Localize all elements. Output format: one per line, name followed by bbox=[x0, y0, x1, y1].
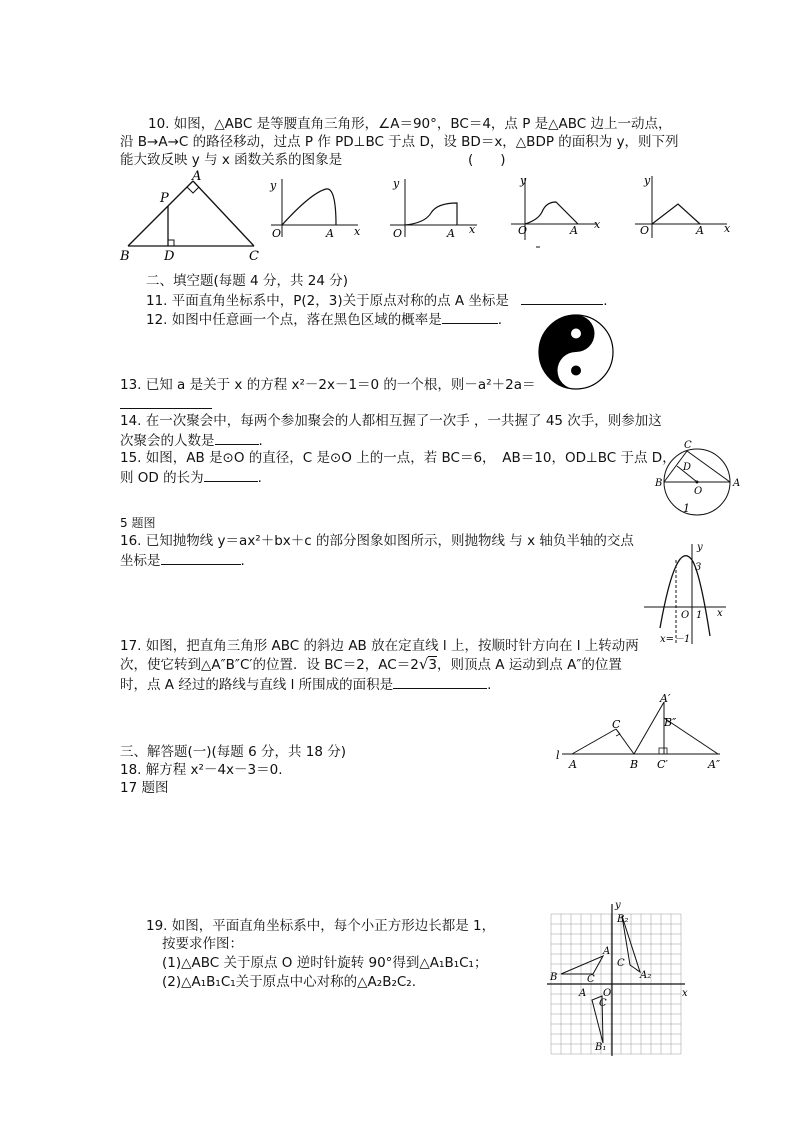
q17-line1: 17. 如图，把直角三角形 ABC 的斜边 AB 放在定直线 l 上，按顺时针方向在 l 上转动两 bbox=[120, 638, 639, 654]
section2-title: 二、填空题(每题 4 分，共 24 分) bbox=[146, 273, 348, 289]
svg-text:x: x bbox=[469, 223, 476, 236]
svg-text:x: x bbox=[717, 608, 723, 619]
q17-rotation-figure bbox=[552, 688, 752, 774]
svg-text:O: O bbox=[694, 486, 703, 497]
q15-line1: 15. 如图，AB 是⊙O 的直径，C 是⊙O 上的一点，若 BC＝6， AB＝10，OD⊥BC 于点 D， bbox=[120, 450, 676, 466]
q10-line2: 沿 B→A→C 的路径移动，过点 P 作 PD⊥BC 于点 D，设 BD＝x，△BDP 的面积为 y，则下列 bbox=[120, 134, 679, 150]
svg-text:C: C bbox=[599, 998, 607, 1009]
q10-triangle-figure bbox=[118, 168, 268, 263]
svg-text:y: y bbox=[520, 174, 527, 187]
svg-text:C: C bbox=[684, 440, 692, 451]
svg-text:x=－1: x=－1 bbox=[660, 634, 691, 645]
svg-text:A: A bbox=[696, 224, 704, 237]
q15-answer-blank[interactable] bbox=[204, 467, 258, 482]
svg-text:x: x bbox=[594, 218, 601, 231]
svg-text:O: O bbox=[393, 227, 403, 240]
svg-text:B: B bbox=[630, 758, 639, 771]
q19-line4: (2)△A₁B₁C₁关于原点中心对称的△A₂B₂C₂. bbox=[162, 974, 416, 990]
svg-text:l: l bbox=[556, 749, 560, 762]
label-P: P bbox=[160, 191, 169, 206]
svg-text:O: O bbox=[518, 224, 528, 237]
q12-text: 12. 如图中任意画一个点，落在黑色区域的概率是 . bbox=[146, 309, 502, 329]
svg-text:y: y bbox=[697, 542, 703, 553]
svg-text:A: A bbox=[603, 946, 611, 957]
svg-text:3: 3 bbox=[695, 562, 702, 573]
svg-text:A: A bbox=[569, 758, 577, 771]
svg-text:C′: C′ bbox=[657, 758, 668, 771]
q11-text: 11. 平面直角坐标系中，P(2，3)关于原点对称的点 A 坐标是 . bbox=[146, 290, 608, 310]
q17-answer-blank[interactable] bbox=[393, 674, 487, 689]
q19-line1: 19. 如图，平面直角坐标系中，每个小正方形边长都是 1， bbox=[146, 918, 496, 934]
svg-text:y: y bbox=[615, 900, 621, 911]
q15-circle-figure bbox=[652, 436, 744, 520]
svg-text:A: A bbox=[579, 988, 587, 999]
svg-text:C: C bbox=[617, 958, 625, 969]
q13-answer-line bbox=[120, 394, 212, 414]
label-B: B bbox=[120, 249, 130, 263]
q13-answer-blank[interactable] bbox=[120, 394, 212, 409]
q10-graph-d bbox=[632, 172, 732, 247]
svg-text:A: A bbox=[447, 227, 455, 240]
q14-line2: 次聚会的人数是 . bbox=[120, 430, 263, 450]
svg-text:B₂: B₂ bbox=[617, 914, 629, 925]
q17-figure-caption: 17 题图 bbox=[120, 780, 169, 796]
svg-text:O: O bbox=[603, 988, 612, 999]
svg-text:A″: A″ bbox=[708, 758, 721, 771]
svg-text:C: C bbox=[587, 974, 595, 985]
q17-line3: 时，点 A 经过的路线与直线 l 所围成的面积是 . bbox=[120, 674, 491, 694]
svg-text:x: x bbox=[354, 225, 361, 238]
svg-text:B₁: B₁ bbox=[595, 1042, 607, 1053]
svg-text:x: x bbox=[724, 222, 731, 235]
svg-text:A: A bbox=[326, 227, 334, 240]
q11-answer-blank[interactable] bbox=[521, 290, 603, 305]
q15-caption: 5 题图 bbox=[120, 516, 156, 530]
svg-text:B: B bbox=[550, 972, 558, 983]
svg-text:D: D bbox=[683, 462, 692, 473]
q16-line2: 坐标是 . bbox=[120, 550, 245, 570]
svg-text:O: O bbox=[272, 227, 282, 240]
q15-line2: 则 OD 的长为 . bbox=[120, 467, 262, 487]
q17-line2: 次，使它转到△A″B″C′的位置．设 BC＝2，AC＝2√3，则顶点 A 运动到点 A″的位置 bbox=[120, 655, 622, 673]
svg-text:A′: A′ bbox=[660, 692, 671, 705]
q14-line1: 14. 在一次聚会中，每两个参加聚会的人都相互握了一次手 ，一共握了 45 次手，则参加这 bbox=[120, 413, 662, 429]
q13-text: 13. 已知 a 是关于 x 的方程 x²－2x－1＝0 的一个根，则－a²＋2a＝ bbox=[120, 377, 536, 393]
q10-graph-b bbox=[385, 175, 485, 245]
q16-answer-blank[interactable] bbox=[161, 550, 241, 565]
svg-text:y: y bbox=[644, 174, 651, 187]
svg-text:B″: B″ bbox=[664, 716, 677, 729]
q10-line3: 能大致反映 y 与 x 函数关系的图象是 bbox=[120, 152, 343, 168]
q10-answer-paren: ( ) bbox=[468, 152, 506, 168]
svg-text:A₂: A₂ bbox=[640, 970, 652, 981]
q10-graph-c bbox=[508, 172, 608, 252]
yin-yang-figure bbox=[536, 312, 616, 392]
svg-text:A: A bbox=[733, 478, 741, 489]
svg-text:1: 1 bbox=[696, 610, 703, 621]
svg-text:y: y bbox=[393, 177, 400, 190]
svg-text:y: y bbox=[270, 179, 277, 192]
q16-parabola-figure bbox=[640, 540, 730, 648]
svg-text:C: C bbox=[612, 718, 621, 731]
q19-line2: 按要求作图： bbox=[162, 936, 243, 952]
q10-graph-a bbox=[266, 175, 366, 245]
q12-answer-blank[interactable] bbox=[442, 309, 498, 324]
svg-text:1: 1 bbox=[683, 502, 690, 515]
q18-text: 18. 解方程 x²－4x－3＝0. bbox=[120, 762, 283, 778]
q19-line3: (1)△ABC 关于原点 O 逆时针旋转 90°得到△A₁B₁C₁； bbox=[162, 955, 488, 971]
label-D: D bbox=[164, 249, 175, 263]
q14-answer-blank[interactable] bbox=[215, 430, 259, 445]
svg-text:B: B bbox=[655, 478, 663, 489]
section3-title: 三、解答题(一)(每题 6 分，共 18 分) bbox=[120, 744, 346, 760]
q16-line1: 16. 已知抛物线 y＝ax²＋bx＋c 的部分图象如图所示，则抛物线 与 x 轴负半轴的交点 bbox=[120, 533, 634, 549]
svg-text:x: x bbox=[682, 988, 688, 999]
svg-text:O: O bbox=[640, 224, 650, 237]
label-C: C bbox=[249, 249, 259, 263]
q19-grid-figure bbox=[545, 898, 695, 1060]
svg-text:A: A bbox=[570, 224, 578, 237]
q10-line1: 10. 如图，△ABC 是等腰直角三角形，∠A＝90°，BC＝4，点 P 是△ABC 边上一动点， bbox=[148, 116, 672, 132]
label-A: A bbox=[192, 169, 202, 184]
svg-text:O: O bbox=[681, 610, 690, 621]
